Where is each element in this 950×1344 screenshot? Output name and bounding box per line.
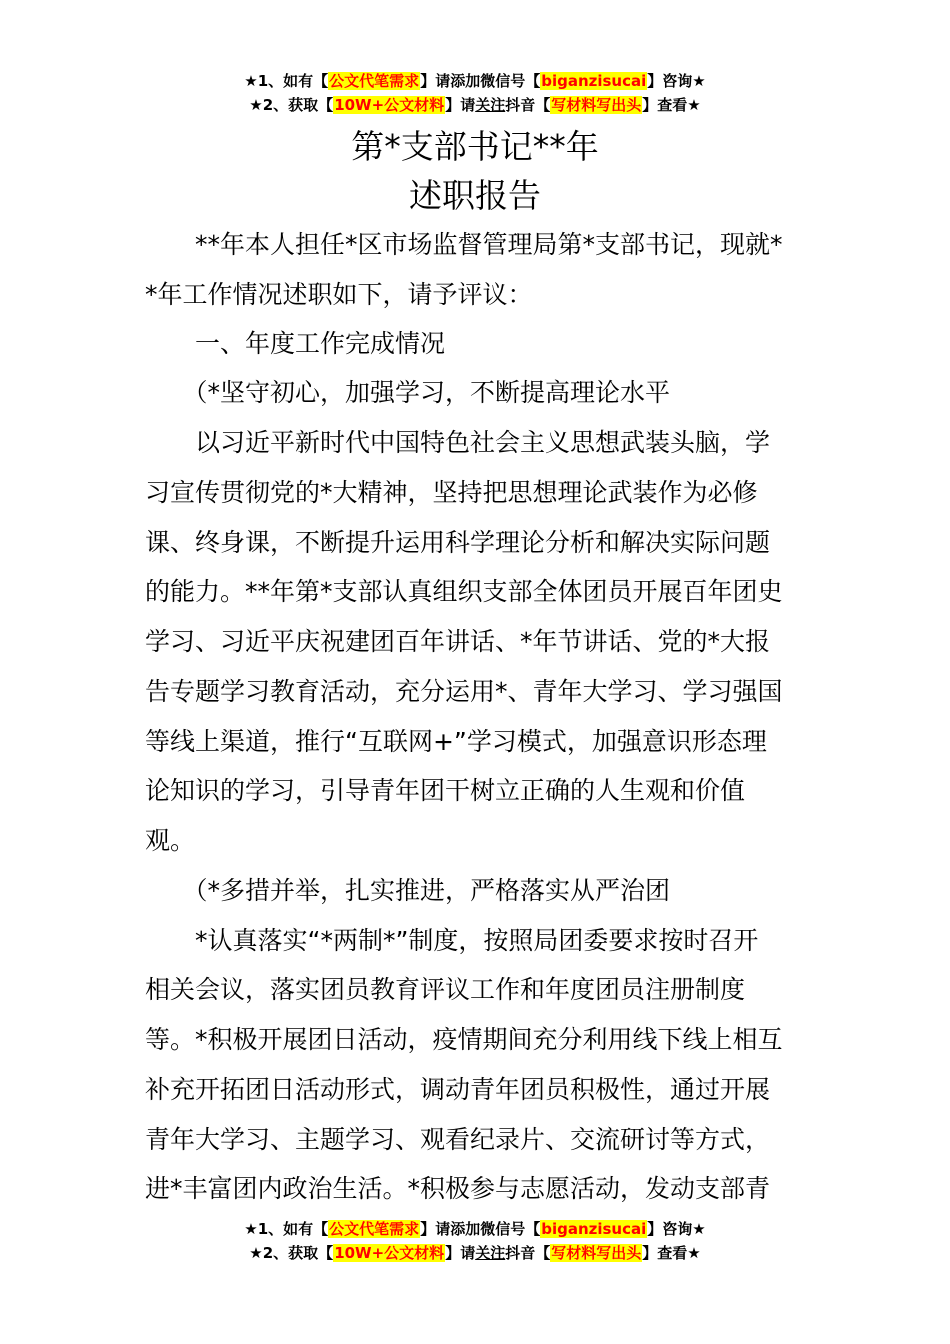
body-line: 青年大学习、主题学习、观看纪录片、交流研讨等方式，: [145, 1125, 771, 1154]
subsection-heading: （*坚守初心，加强学习，不断提高理论水平: [145, 378, 671, 407]
body-line: 告专题学习教育活动，充分运用*、青年大学习、学习强国: [145, 677, 783, 706]
body-line: 课、终身课，不断提升运用科学理论分析和解决实际问题: [145, 528, 771, 557]
banner-line-1: ★1、如有【公文代笔需求】请添加微信号【biganzisucai】咨询★: [244, 1220, 706, 1238]
section-heading: 一、年度工作完成情况: [145, 329, 446, 358]
body-line: *年工作情况述职如下，请予评议：: [145, 280, 533, 309]
body-line: 的能力。**年第*支部认真组织支部全体团员开展百年团史: [145, 577, 783, 606]
body-line: 习宣传贯彻党的*大精神，坚持把思想理论武装作为必修: [145, 478, 758, 507]
footer-banner: [0, 1217, 950, 1265]
body-line: 进*丰富团内政治生活。*积极参与志愿活动，发动支部青: [145, 1174, 771, 1203]
body-line: *认真落实“*两制*”制度，按照局团委要求按时召开: [145, 926, 759, 955]
body-line: 以习近平新时代中国特色社会主义思想武装头脑，学: [145, 428, 771, 457]
banner-line-2: ★2、获取【10W+公文材料】请关注抖音【写材料写出头】查看★: [249, 1244, 701, 1262]
highlight-wechat-id: biganzisucai: [541, 1220, 647, 1238]
highlight-materials: 10W+公文材料: [334, 96, 445, 114]
highlight-account: 写材料写出头: [551, 96, 642, 114]
body-line: 相关会议，落实团员教育评议工作和年度团员注册制度: [145, 975, 746, 1004]
highlight-materials: 10W+公文材料: [334, 1244, 445, 1262]
banner-line-2: ★2、获取【10W+公文材料】请关注抖音【写材料写出头】查看★: [249, 96, 701, 114]
highlight-service: 公文代笔需求: [329, 72, 420, 90]
body-line: **年本人担任*区市场监督管理局第*支部书记，现就*: [145, 230, 783, 259]
document-title-line-2: 述职报告: [409, 176, 541, 215]
underline-follow: 关注: [475, 96, 506, 114]
highlight-service: 公文代笔需求: [329, 1220, 420, 1238]
body-line: 等。*积极开展团日活动，疫情期间充分利用线下线上相互: [145, 1025, 783, 1054]
highlight-account: 写材料写出头: [551, 1244, 642, 1262]
body-line: 论知识的学习，引导青年团干树立正确的人生观和价值: [145, 776, 746, 805]
header-banner: [0, 69, 950, 117]
body-line: 观。: [145, 826, 196, 855]
subsection-heading: （*多措并举，扎实推进，严格落实从严治团: [145, 876, 671, 905]
underline-follow: 关注: [475, 1244, 506, 1262]
body-line: 等线上渠道，推行“互联网+”学习模式，加强意识形态理: [145, 727, 767, 756]
document-title-line-1: 第*支部书记**年: [351, 127, 599, 166]
banner-line-1: ★1、如有【公文代笔需求】请添加微信号【biganzisucai】咨询★: [244, 72, 706, 90]
highlight-wechat-id: biganzisucai: [541, 72, 647, 90]
body-line: 补充开拓团日活动形式，调动青年团员积极性，通过开展: [145, 1075, 771, 1104]
body-line: 学习、习近平庆祝建团百年讲话、*年节讲话、党的*大报: [145, 627, 771, 656]
